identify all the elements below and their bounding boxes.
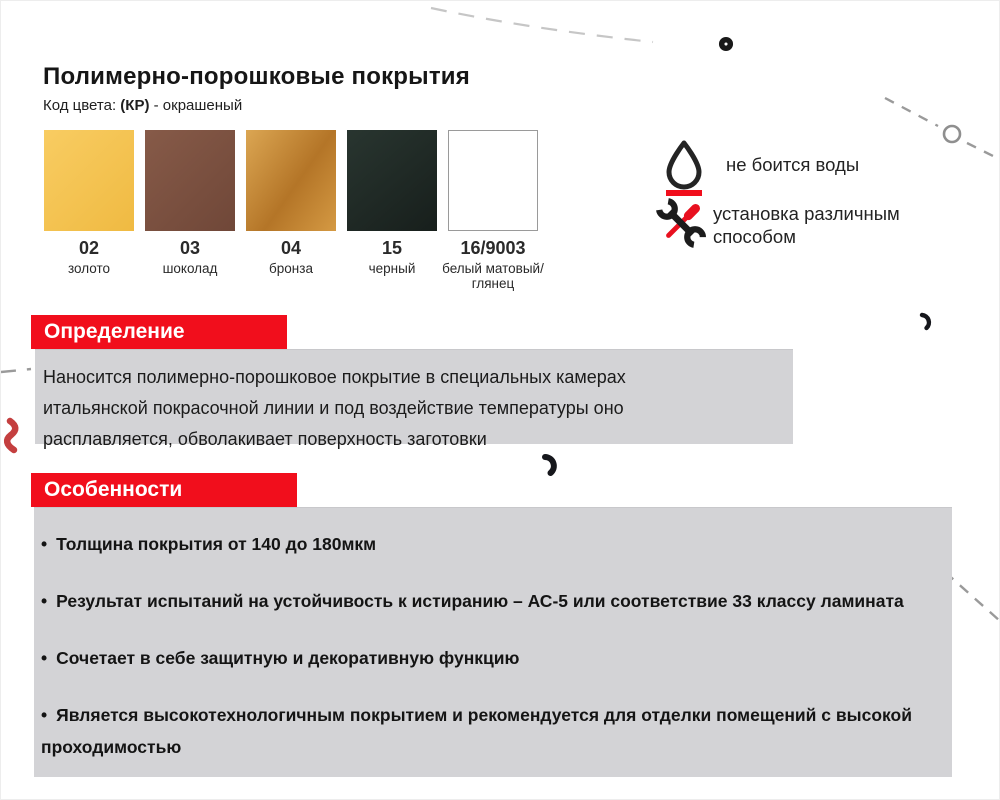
definition-line: Наносится полимерно-порошковое покрытие в специальных камерах [43, 367, 626, 387]
swatch-white-color [448, 130, 538, 231]
definition-body-panel [35, 349, 793, 449]
swatch-bronze-color [246, 130, 336, 231]
swatch-code: 04 [280, 238, 302, 258]
swatch-white-label [432, 238, 554, 291]
swatch-white [442, 130, 544, 292]
swatch-code: 02 [78, 238, 100, 258]
decor-dashed-line-right-top2 [967, 143, 995, 157]
color-swatch-row [44, 130, 544, 292]
swatch-chocolate-color [145, 130, 235, 231]
swatch-name: шоколад [162, 261, 218, 276]
feature-item: • Является высокотехнологичным покрытием и рекомендуется для отделки помещений с высокой проходимостью [41, 700, 921, 762]
swatch-name: белый матовый/глянец [442, 261, 544, 292]
swatch-code: 15 [381, 238, 403, 258]
decor-donut-dot [722, 40, 731, 49]
decor-red-squiggle [7, 421, 15, 450]
swatch-code: 16/9003 [460, 238, 526, 258]
subtitle-code: (КР) [120, 97, 150, 114]
swatch-bronze [246, 130, 336, 276]
swatch-code: 03 [179, 238, 201, 258]
water-drop-icon [662, 138, 706, 198]
swatch-name: бронза [269, 261, 313, 276]
features-heading-banner: Особенности [31, 473, 297, 507]
features-panel [34, 507, 952, 777]
color-code-subtitle [43, 97, 470, 114]
badge-water-label: не боится воды [726, 154, 860, 175]
swatch-black-color [347, 130, 437, 231]
swatch-name: золото [67, 261, 111, 276]
swatch-chocolate [145, 130, 235, 276]
decor-dashed-arc-top [431, 8, 653, 42]
subtitle-suffix: - окрашеный [149, 97, 243, 114]
swatch-gold-color [44, 130, 134, 231]
decor-dashed-line-right-bottom [945, 572, 1000, 621]
decor-ring [944, 126, 960, 142]
swatch-name: черный [368, 261, 416, 276]
feature-item: • Результат испытаний на устойчивость к истиранию – АС-5 или соответствие 33 классу ламината [41, 586, 921, 617]
subtitle-prefix: Код цвета: [43, 97, 121, 114]
definition-heading-banner: Определение [31, 315, 287, 349]
definition-line: итальянской покрасочной линии и под воздействие температуры оно [43, 398, 624, 418]
decor-crescent-small [922, 315, 929, 328]
decor-dashes-left [1, 369, 31, 372]
feature-item: • Толщина покрытия от 140 до 180мкм [41, 529, 921, 560]
swatch-black [347, 130, 437, 276]
feature-item: • Сочетает в себе защитную и декоративную функцию [41, 643, 921, 674]
decor-dashed-line-right-top [885, 98, 938, 126]
page-title: Полимерно-порошковые покрытия [43, 63, 470, 90]
swatch-gold [44, 130, 134, 276]
decor-crescent-mid [545, 457, 554, 473]
badge-install-label: установка различным способом [713, 203, 900, 248]
header [43, 63, 470, 114]
wrench-screwdriver-icon [656, 198, 706, 248]
definition-line: расплавляется, обволакивает поверхность заготовки [43, 429, 487, 449]
features-list [41, 529, 922, 763]
